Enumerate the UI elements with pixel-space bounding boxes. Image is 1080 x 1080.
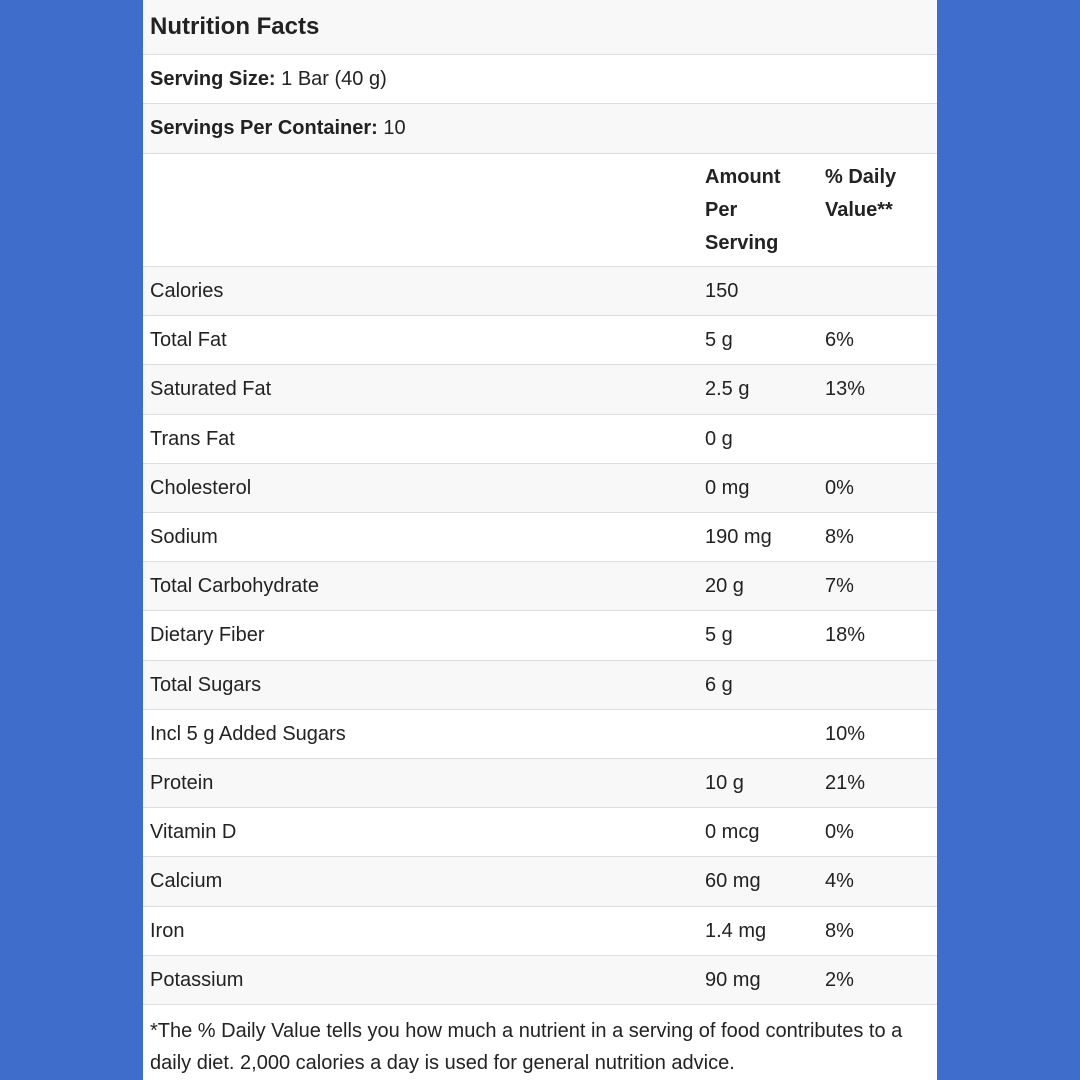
- nutrient-daily-value: 2%: [825, 968, 854, 991]
- nutrient-name: Potassium: [150, 968, 244, 991]
- nutrient-name: Cholesterol: [150, 476, 252, 499]
- nutrient-daily-value: 8%: [825, 526, 854, 548]
- nutrient-daily-value: 21%: [825, 772, 866, 794]
- nutrient-daily-value: 4%: [825, 870, 854, 893]
- title-row: [143, 0, 937, 55]
- nutrient-amount: 190 mg: [705, 526, 772, 548]
- nutrient-name: Sodium: [150, 526, 218, 548]
- daily-value-header: [825, 161, 896, 227]
- nutrient-amount: 60 mg: [705, 870, 761, 893]
- amount-header-line-3: Serving: [705, 232, 779, 254]
- nutrient-amount: 1.4 mg: [705, 919, 767, 942]
- nutrient-daily-value: 8%: [825, 919, 854, 942]
- nutrient-name: Iron: [150, 919, 185, 942]
- nutrient-name: Total Sugars: [150, 673, 262, 696]
- amount-header-line-2: Per: [705, 199, 738, 221]
- nutrient-name: Trans Fat: [150, 427, 235, 450]
- nutrient-name: Saturated Fat: [150, 378, 272, 401]
- nutrient-row: [143, 710, 937, 759]
- serving-size-label: Serving Size:: [150, 68, 276, 90]
- serving-size-value: 1 Bar (40 g): [275, 68, 387, 90]
- nutrient-name: Protein: [150, 772, 214, 794]
- nutrient-amount: 90 mg: [705, 968, 761, 991]
- nutrient-row: [143, 267, 937, 316]
- serving-size-row: [143, 55, 937, 104]
- nutrient-row: [143, 562, 937, 611]
- nutrient-daily-value: 18%: [825, 624, 866, 647]
- nutrient-name: Vitamin D: [150, 821, 237, 844]
- nutrient-name: Calories: [150, 280, 224, 302]
- nutrient-amount: 10 g: [705, 772, 744, 794]
- nutrient-daily-value: 13%: [825, 378, 866, 401]
- nutrient-amount: 5 g: [705, 329, 733, 352]
- nutrient-name: Total Carbohydrate: [150, 575, 319, 598]
- daily-header-line-1: % Daily: [825, 166, 897, 188]
- nutrient-row: [143, 464, 937, 513]
- serving-size: [150, 63, 387, 96]
- nutrient-row: [143, 857, 937, 906]
- nutrient-row: [143, 808, 937, 857]
- nutrient-daily-value: 6%: [825, 329, 854, 352]
- nutrient-row: [143, 759, 937, 808]
- nutrient-amount: 5 g: [705, 624, 733, 647]
- nutrient-name: Dietary Fiber: [150, 624, 265, 647]
- nutrient-name: Calcium: [150, 870, 223, 893]
- nutrient-amount: 6 g: [705, 673, 733, 696]
- nutrient-daily-value: 7%: [825, 575, 854, 598]
- nutrient-row: [143, 611, 937, 660]
- panel-title: Nutrition Facts: [150, 13, 320, 40]
- nutrient-row: [143, 513, 937, 562]
- servings-per-container: [150, 112, 406, 145]
- nutrient-amount: 150: [705, 280, 739, 302]
- nutrient-name: Total Fat: [150, 329, 227, 352]
- column-header-row: [143, 154, 937, 267]
- nutrition-facts-panel: [143, 0, 937, 1080]
- amount-header-line-1: Amount: [705, 166, 781, 188]
- nutrient-amount: 2.5 g: [705, 378, 750, 401]
- nutrient-daily-value: 10%: [825, 722, 866, 745]
- servings-per-container-label: Servings Per Container:: [150, 117, 378, 139]
- nutrient-amount: 0 mcg: [705, 821, 760, 844]
- nutrient-daily-value: 0%: [825, 821, 854, 844]
- nutrient-row: [143, 415, 937, 464]
- nutrient-amount: 0 mg: [705, 476, 750, 499]
- nutrient-name: Incl 5 g Added Sugars: [150, 722, 346, 745]
- nutrient-row: [143, 365, 937, 414]
- nutrient-row: [143, 907, 937, 956]
- nutrient-amount: 0 g: [705, 427, 733, 450]
- nutrient-amount: 20 g: [705, 575, 744, 598]
- daily-header-line-2: Value**: [825, 199, 893, 221]
- nutrient-row: [143, 956, 937, 1005]
- nutrient-row: [143, 661, 937, 710]
- servings-per-container-row: [143, 104, 937, 154]
- nutrient-daily-value: 0%: [825, 476, 854, 499]
- footnote: *The % Daily Value tells you how much a nutrient in a serving of food contributes to a daily diet. 2,000 calories a day is used for general nutrition advice.: [150, 1020, 903, 1074]
- servings-per-container-value: 10: [377, 117, 406, 139]
- nutrient-row: [143, 316, 937, 365]
- amount-per-serving-header: [705, 161, 781, 260]
